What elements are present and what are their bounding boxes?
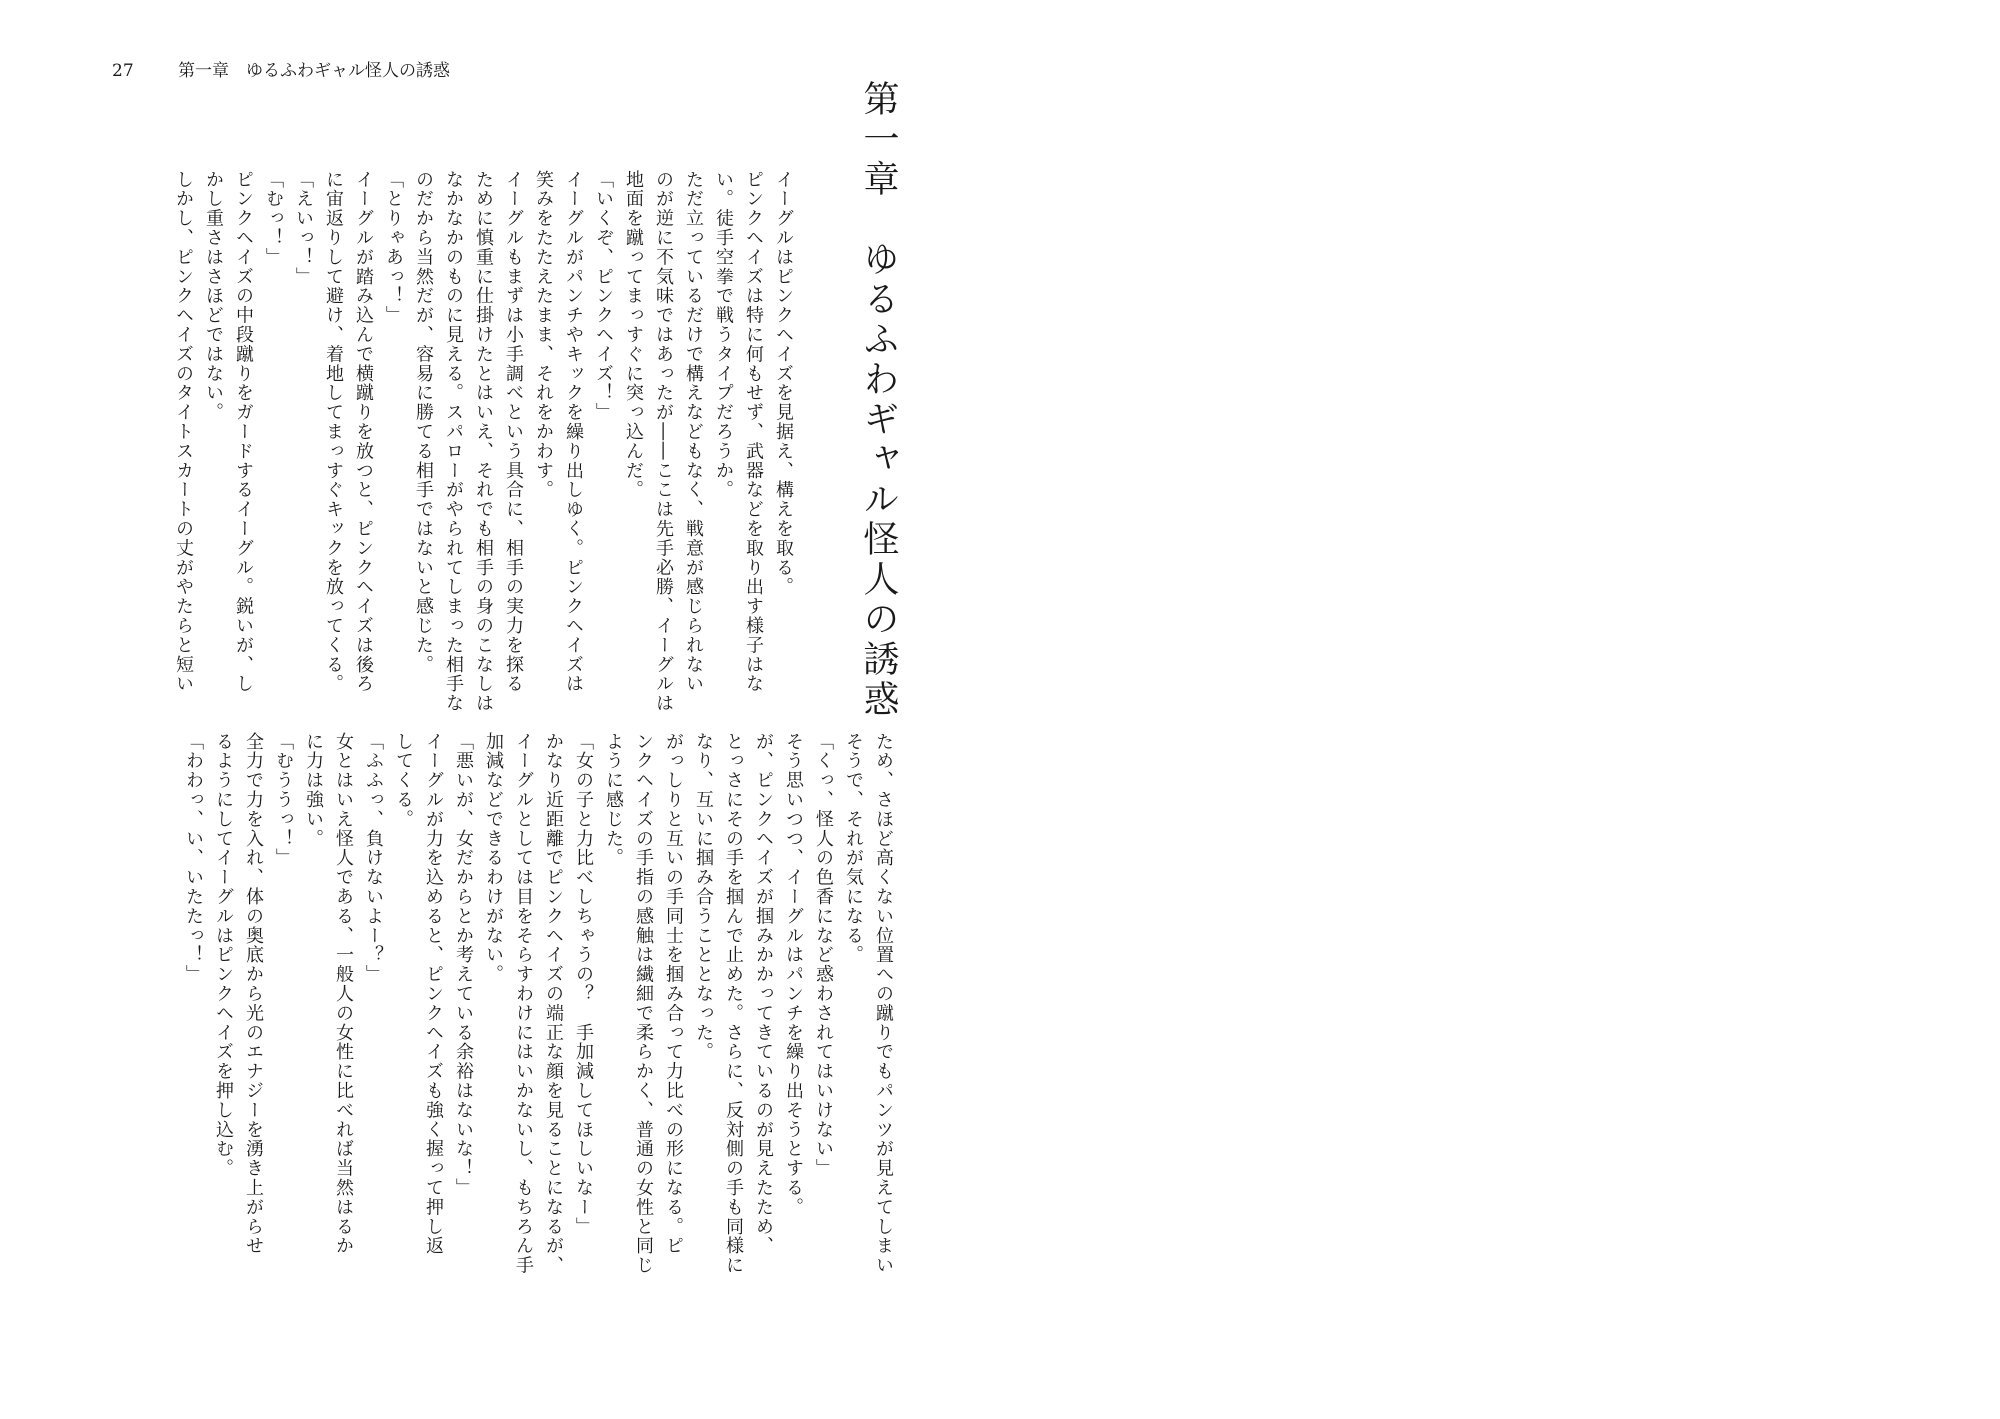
text-line: い。徒手空拳で戦うタイプだろうか。 bbox=[713, 170, 734, 500]
text-line: ため、さほど高くない位置への蹴りでもパンツが見えてしまい bbox=[873, 732, 894, 1276]
text-line: そうで、それが気になる。 bbox=[843, 732, 864, 965]
text-line: 「いくぞ、ピンクヘイズ！」 bbox=[593, 170, 614, 423]
text-line: ために慎重に仕掛けたとはいえ、それでも相手の身のこなしは bbox=[473, 170, 494, 714]
text-line: なかなかのものに見える。スパローがやられてしまった相手な bbox=[443, 170, 464, 714]
text-line: イーグルはピンクヘイズを見据え、構えを取る。 bbox=[773, 170, 794, 597]
text-line: 「女の子と力比べしちゃうの？ 手加減してほしいなー」 bbox=[573, 732, 594, 1237]
text-line: 全力で力を入れ、体の奥底から光のエナジーを湧き上がらせ bbox=[243, 732, 264, 1256]
text-line: イーグルが踏み込んで横蹴りを放つと、ピンクヘイズは後ろ bbox=[353, 170, 374, 694]
text-line: 「わわっ、い、いたたっ！」 bbox=[183, 732, 204, 985]
text-line: 「くっ、怪人の色香になど惑わされてはいけない」 bbox=[813, 732, 834, 1179]
text-line: のが逆に不気味ではあったが――ここは先手必勝、イーグルは bbox=[653, 170, 674, 714]
text-line: そう思いつつ、イーグルはパンチを繰り出そうとする。 bbox=[783, 732, 804, 1217]
text-line: 加減などできるわけがない。 bbox=[483, 732, 504, 985]
text-line: 笑みをたたえたまま、それをかわす。 bbox=[533, 170, 554, 500]
text-line: ピンクヘイズの中段蹴りをガードするイーグル。鋭いが、し bbox=[233, 170, 254, 694]
text-line: かし重さはさほどではない。 bbox=[203, 170, 224, 423]
text-line: 「とりゃあっ！」 bbox=[383, 170, 404, 326]
text-line: 「悪いが、女だからとか考えている余裕はないな！」 bbox=[453, 732, 474, 1198]
text-line: してくる。 bbox=[393, 732, 414, 829]
text-line: がっしりと互いの手同士を掴み合って力比べの形になる。ピ bbox=[663, 732, 684, 1256]
running-title: 第一章 ゆるふわギャル怪人の誘惑 bbox=[178, 61, 450, 81]
page-header bbox=[112, 56, 450, 81]
text-line: 「ふふっ、負けないよー？」 bbox=[363, 732, 384, 985]
upper-text-block bbox=[108, 170, 798, 714]
text-line: に宙返りして避け、着地してまっすぐキックを放ってくる。 bbox=[323, 170, 344, 694]
text-line: のだから当然だが、容易に勝てる相手ではないと感じた。 bbox=[413, 170, 434, 675]
lower-text-block bbox=[108, 732, 898, 1352]
text-line: 女とはいえ怪人である、一般人の女性に比べれば当然はるか bbox=[333, 732, 354, 1256]
text-line: ピンクヘイズは特に何もせず、武器などを取り出す様子はな bbox=[743, 170, 764, 694]
text-line: ただ立っているだけで構えなどもなく、戦意が感じられない bbox=[683, 170, 704, 694]
text-line: イーグルが力を込めると、ピンクヘイズも強く握って押し返 bbox=[423, 732, 444, 1256]
text-line: 地面を蹴ってまっすぐに突っ込んだ。 bbox=[623, 170, 644, 500]
text-line: が、ピンクヘイズが掴みかかってきているのが見えたため、 bbox=[753, 732, 774, 1256]
text-line: るようにしてイーグルはピンクヘイズを押し込む。 bbox=[213, 732, 234, 1179]
text-line: とっさにその手を掴んで止めた。さらに、反対側の手も同様に bbox=[723, 732, 744, 1276]
chapter-title: 第一章 ゆるふわギャル怪人の誘惑 bbox=[858, 80, 899, 720]
text-line: 「えいっ！」 bbox=[293, 170, 314, 287]
text-line: に力は強い。 bbox=[303, 732, 324, 849]
text-line: 「むううっ！」 bbox=[273, 732, 294, 868]
text-line: なり、互いに掴み合うこととなった。 bbox=[693, 732, 714, 1062]
text-line: イーグルもまずは小手調べという具合に、相手の実力を探る bbox=[503, 170, 524, 694]
text-line: かなり近距離でピンクヘイズの端正な顔を見ることになるが、 bbox=[543, 732, 564, 1276]
text-line: ンクヘイズの手指の感触は繊細で柔らかく、普通の女性と同じ bbox=[633, 732, 654, 1276]
text-line: 「むっ！」 bbox=[263, 170, 284, 267]
text-line: イーグルがパンチやキックを繰り出しゆく。ピンクヘイズは bbox=[563, 170, 584, 694]
page-number: 27 bbox=[112, 61, 134, 81]
text-line: イーグルとしては目をそらすわけにはいかないし、もちろん手 bbox=[513, 732, 534, 1276]
text-line: ように感じた。 bbox=[603, 732, 624, 868]
text-line: しかし、ピンクヘイズのタイトスカートの丈がやたらと短い bbox=[173, 170, 194, 694]
